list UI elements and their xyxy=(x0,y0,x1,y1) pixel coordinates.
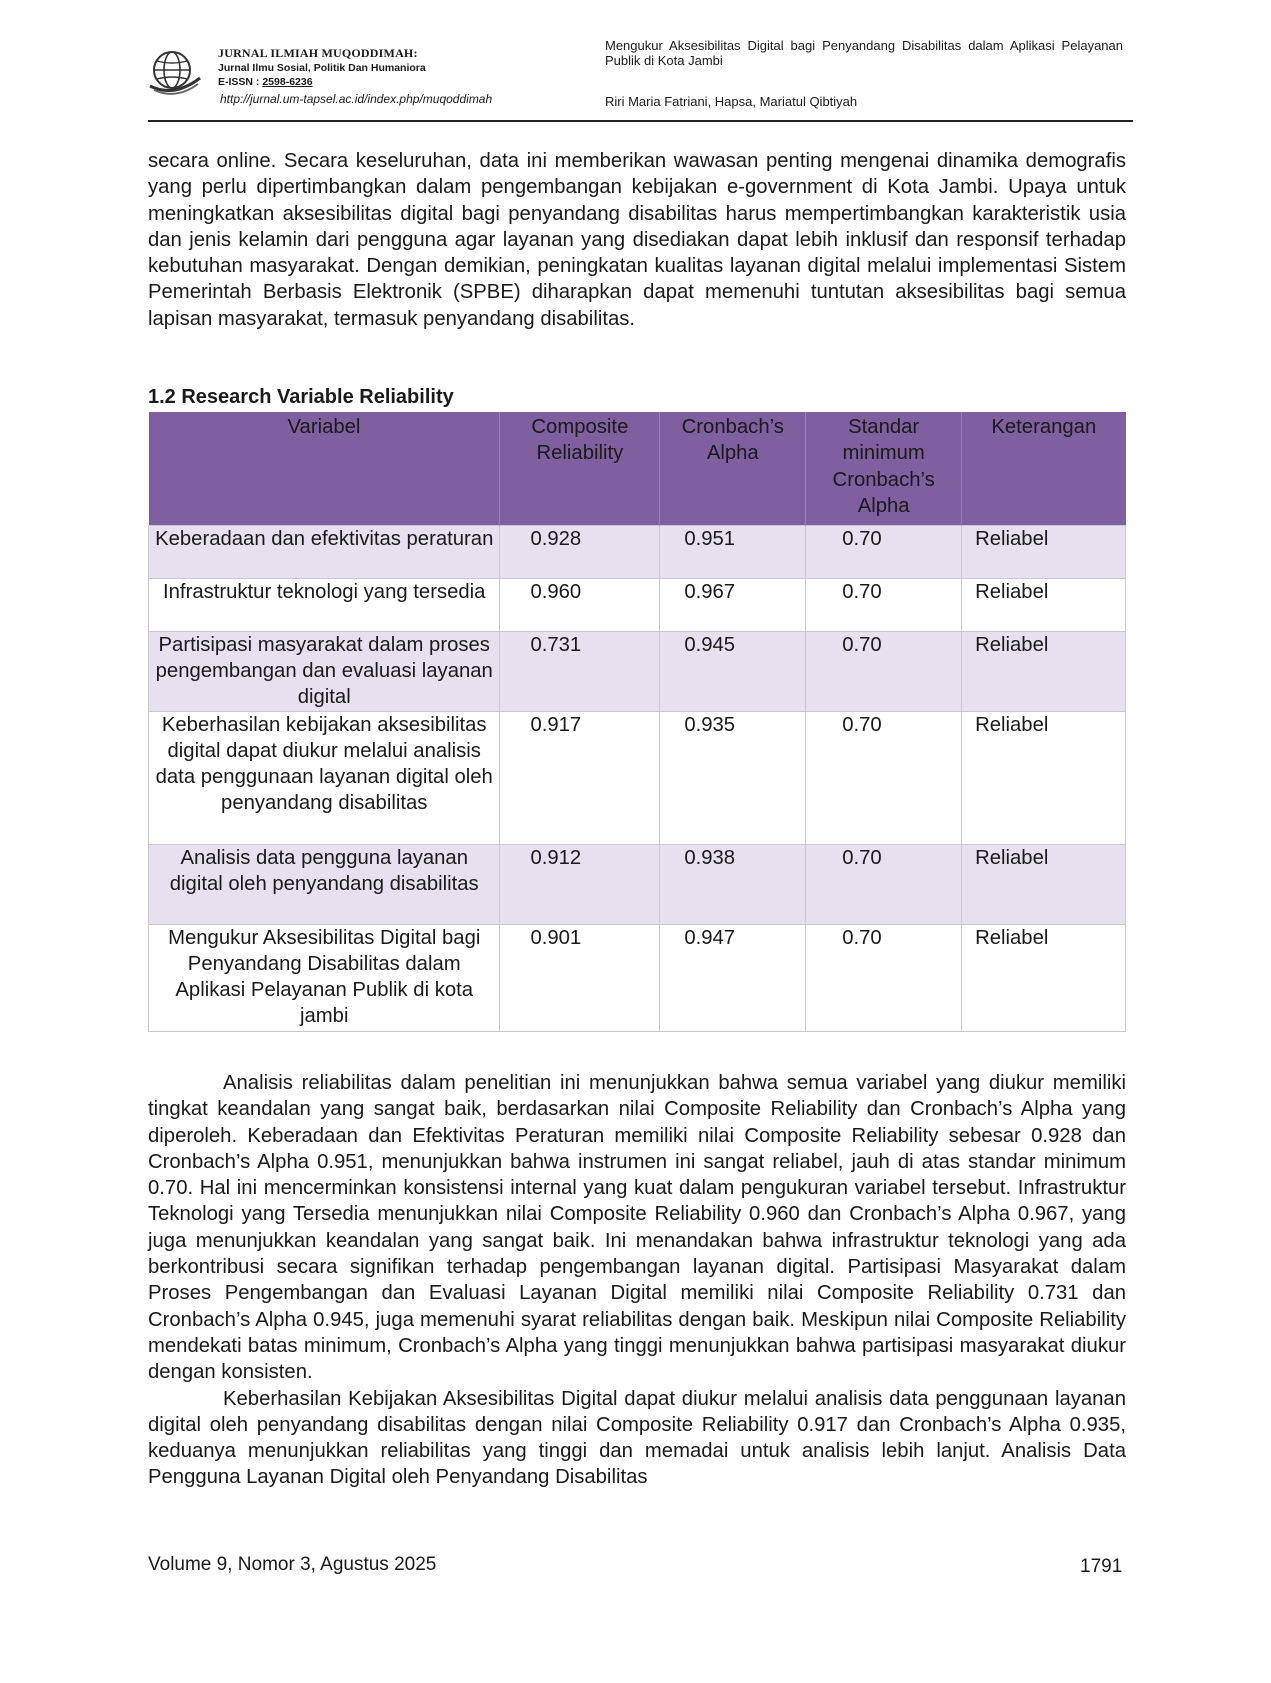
issn-label: E-ISSN : xyxy=(218,76,263,88)
issn-number: 2598-6236 xyxy=(262,76,313,88)
cell-cronbach-alpha: 0.947 xyxy=(660,924,806,1031)
paragraph-3 xyxy=(148,1386,1126,1491)
footer-volume: Volume 9, Nomor 3, Agustus 2025 xyxy=(148,1554,437,1575)
section-heading: 1.2 Research Variable Reliability xyxy=(148,386,454,408)
cell-composite-reliability: 0.917 xyxy=(500,711,660,844)
cell-standar: 0.70 xyxy=(806,631,962,711)
cell-keterangan: Reliabel xyxy=(962,844,1126,924)
cell-standar: 0.70 xyxy=(806,844,962,924)
cell-keterangan: Reliabel xyxy=(962,711,1126,844)
cell-composite-reliability: 0.960 xyxy=(500,578,660,631)
table-row xyxy=(149,844,1126,924)
cell-variabel: Partisipasi masyarakat dalam proses pengembangan dan evaluasi layanan digital xyxy=(149,631,500,711)
table-row xyxy=(149,578,1126,631)
running-article-title: Mengukur Aksesibilitas Digital bagi Penyandang Disabilitas dalam Aplikasi Pelayanan Publik di Kota Jambi xyxy=(605,38,1123,68)
cell-composite-reliability: 0.912 xyxy=(500,844,660,924)
cell-variabel: Analisis data pengguna layanan digital oleh penyandang disabilitas xyxy=(149,844,500,924)
column-header: Keterangan xyxy=(962,412,1126,525)
journal-subtitle: Jurnal Ilmu Sosial, Politik Dan Humaniora xyxy=(218,62,426,74)
journal-name: JURNAL ILMIAH MUQODDIMAH: xyxy=(218,46,418,60)
table-row xyxy=(149,631,1126,711)
reliability-table xyxy=(148,412,1126,1032)
cell-composite-reliability: 0.901 xyxy=(500,924,660,1031)
page-header xyxy=(148,34,1123,124)
cell-keterangan: Reliabel xyxy=(962,631,1126,711)
cell-standar: 0.70 xyxy=(806,711,962,844)
cell-standar: 0.70 xyxy=(806,578,962,631)
running-authors: Riri Maria Fatriani, Hapsa, Mariatul Qibtiyah xyxy=(605,94,858,109)
cell-composite-reliability: 0.928 xyxy=(500,525,660,578)
column-header: Cronbach’s Alpha xyxy=(660,412,806,525)
table-header-row xyxy=(149,412,1126,525)
body-text-after-table xyxy=(148,1070,1126,1491)
cell-cronbach-alpha: 0.951 xyxy=(660,525,806,578)
cell-keterangan: Reliabel xyxy=(962,578,1126,631)
cell-keterangan: Reliabel xyxy=(962,525,1126,578)
paragraph-2 xyxy=(148,1070,1126,1386)
table-row xyxy=(149,525,1126,578)
paragraph-3-text: Keberhasilan Kebijakan Aksesibilitas Digital dapat diukur melalui analisis data penggunaan layanan digital oleh penyandang disabilitas dengan nilai Composite Reliability 0.917 dan Cronbach’s Alpha 0.935, keduanya menunjukkan reliabilitas yang tinggi dan memadai untuk analisis lebih lanjut. Analisis Data Pengguna Layanan Digital oleh Penyandang Disabilitas xyxy=(148,1387,1126,1489)
cell-keterangan: Reliabel xyxy=(962,924,1126,1031)
column-header: Variabel xyxy=(149,412,500,525)
table-row xyxy=(149,711,1126,844)
footer-page-number: 1791 xyxy=(1080,1556,1123,1577)
cell-cronbach-alpha: 0.935 xyxy=(660,711,806,844)
cell-standar: 0.70 xyxy=(806,924,962,1031)
journal-issn xyxy=(218,76,313,88)
cell-standar: 0.70 xyxy=(806,525,962,578)
cell-variabel: Mengukur Aksesibilitas Digital bagi Penyandang Disabilitas dalam Aplikasi Pelayanan Publik di kota jambi xyxy=(149,924,500,1031)
paragraph-2-text: Analisis reliabilitas dalam penelitian ini menunjukkan bahwa semua variabel yang diukur memiliki tingkat keandalan yang sangat baik, berdasarkan nilai Composite Reliability dan Cronbach’s Alpha yang diperoleh. Keberadaan dan Efektivitas Peraturan memiliki nilai Composite Reliability sebesar 0.928 dan Cronbach’s Alpha 0.951, menunjukkan bahwa instrumen ini sangat reliabel, jauh di atas standar minimum 0.70. Hal ini mencerminkan konsistensi internal yang kuat dalam pengukuran variabel tersebut. Infrastruktur Teknologi yang Tersedia menunjukkan nilai Composite Reliability 0.960 dan Cronbach’s Alpha 0.967, yang juga menunjukkan keandalan yang sangat baik. Ini menandakan bahwa infrastruktur teknologi yang ada berkontribusi secara signifikan terhadap pengembangan layanan digital. Partisipasi Masyarakat dalam Proses Pengembangan dan Evaluasi Layanan Digital memiliki nilai Composite Reliability 0.731 dan Cronbach’s Alpha 0.945, juga memenuhi syarat reliabilitas dengan baik. Meskipun nilai Composite Reliability mendekati batas minimum, Cronbach’s Alpha yang tinggi menunjukkan bahwa partisipasi masyarakat diukur dengan konsisten. xyxy=(148,1072,1126,1384)
globe-logo-icon xyxy=(148,48,202,98)
header-divider xyxy=(148,120,1133,122)
paragraph-1: secara online. Secara keseluruhan, data ini memberikan wawasan penting mengenai dinamika demografis yang perlu dipertimbangkan dalam pengembangan kebijakan e-government di Kota Jambi. Upaya untuk meningkatkan aksesibilitas digital bagi penyandang disabilitas harus mempertimbangkan karakteristik usia dan jenis kelamin dari pengguna agar layanan yang disediakan dapat lebih inklusif dan responsif terhadap kebutuhan masyarakat. Dengan demikian, peningkatan kualitas layanan digital melalui implementasi Sistem Pemerintah Berbasis Elektronik (SPBE) diharapkan dapat memenuhi tuntutan aksesibilitas bagi semua lapisan masyarakat, termasuk penyandang disabilitas. xyxy=(148,150,1126,330)
cell-variabel: Keberhasilan kebijakan aksesibilitas digital dapat diukur melalui analisis data penggunaan layanan digital oleh penyandang disabilitas xyxy=(149,711,500,844)
cell-variabel: Infrastruktur teknologi yang tersedia xyxy=(149,578,500,631)
cell-cronbach-alpha: 0.967 xyxy=(660,578,806,631)
cell-variabel: Keberadaan dan efektivitas peraturan xyxy=(149,525,500,578)
cell-cronbach-alpha: 0.938 xyxy=(660,844,806,924)
column-header: Composite Reliability xyxy=(500,412,660,525)
table-row xyxy=(149,924,1126,1031)
cell-cronbach-alpha: 0.945 xyxy=(660,631,806,711)
cell-composite-reliability: 0.731 xyxy=(500,631,660,711)
column-header: Standar minimum Cronbach’s Alpha xyxy=(806,412,962,525)
journal-url[interactable]: http://jurnal.um-tapsel.ac.id/index.php/muqoddimah xyxy=(220,92,493,106)
